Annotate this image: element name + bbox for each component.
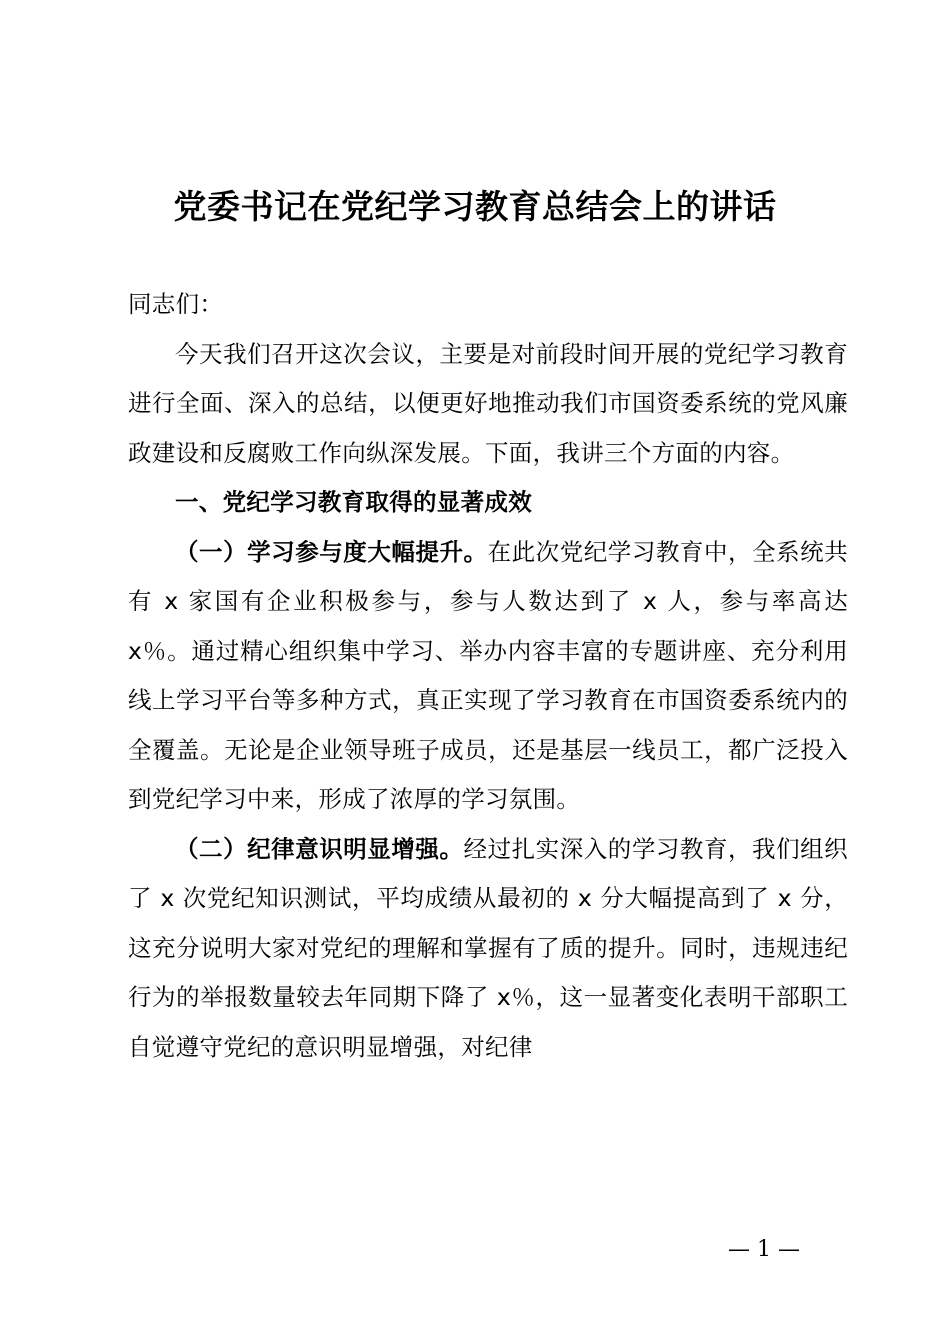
item-2-label: （二）纪律意识明显增强。 — [175, 834, 464, 863]
item-1-text: 在此次党纪学习教育中，全系统共有 x 家国有企业积极参与，参与人数达到了 x 人，参与率高达 x％。通过精心组织集中学习、举办内容丰富的专题讲座、充分利用线上学习平台等多种方式，真正实现了学习教育在市国资委系统内的全覆盖。无论是企业领导班子成员，还是基层一线员工，都广泛投入到党纪学习中来，形成了浓厚的学习氛围。 — [128, 537, 848, 813]
section-heading-1: 一、党纪学习教育取得的显著成效 — [175, 488, 532, 516]
intro-paragraph: 今天我们召开这次会议，主要是对前段时间开展的党纪学习教育进行全面、深入的总结，以便更好地推动我们市国资委系统的党风廉政建设和反腐败工作向纵深发展。下面，我讲三个方面的内容。 — [128, 339, 848, 467]
salutation: 同志们： — [128, 290, 224, 318]
document-title: 党委书记在党纪学习教育总结会上的讲话 — [173, 187, 777, 226]
paragraph-item-1 — [128, 528, 848, 825]
item-2-text: 经过扎实深入的学习教育，我们组织了 x 次党纪知识测试，平均成绩从最初的 x 分大幅提高到了 x 分，这充分说明大家对党纪的理解和掌握有了质的提升。同时，违规违纪行为的举报数量较去年同期下降了 x％，这一显著变化表明干部职工自觉遵守党纪的意识明显增强，对纪律 — [128, 834, 848, 1061]
page-number: — 1 — — [728, 1237, 800, 1262]
item-1-label: （一）学习参与度大幅提升。 — [175, 537, 488, 566]
document-body — [128, 280, 848, 1072]
paragraph-item-2 — [128, 825, 848, 1073]
